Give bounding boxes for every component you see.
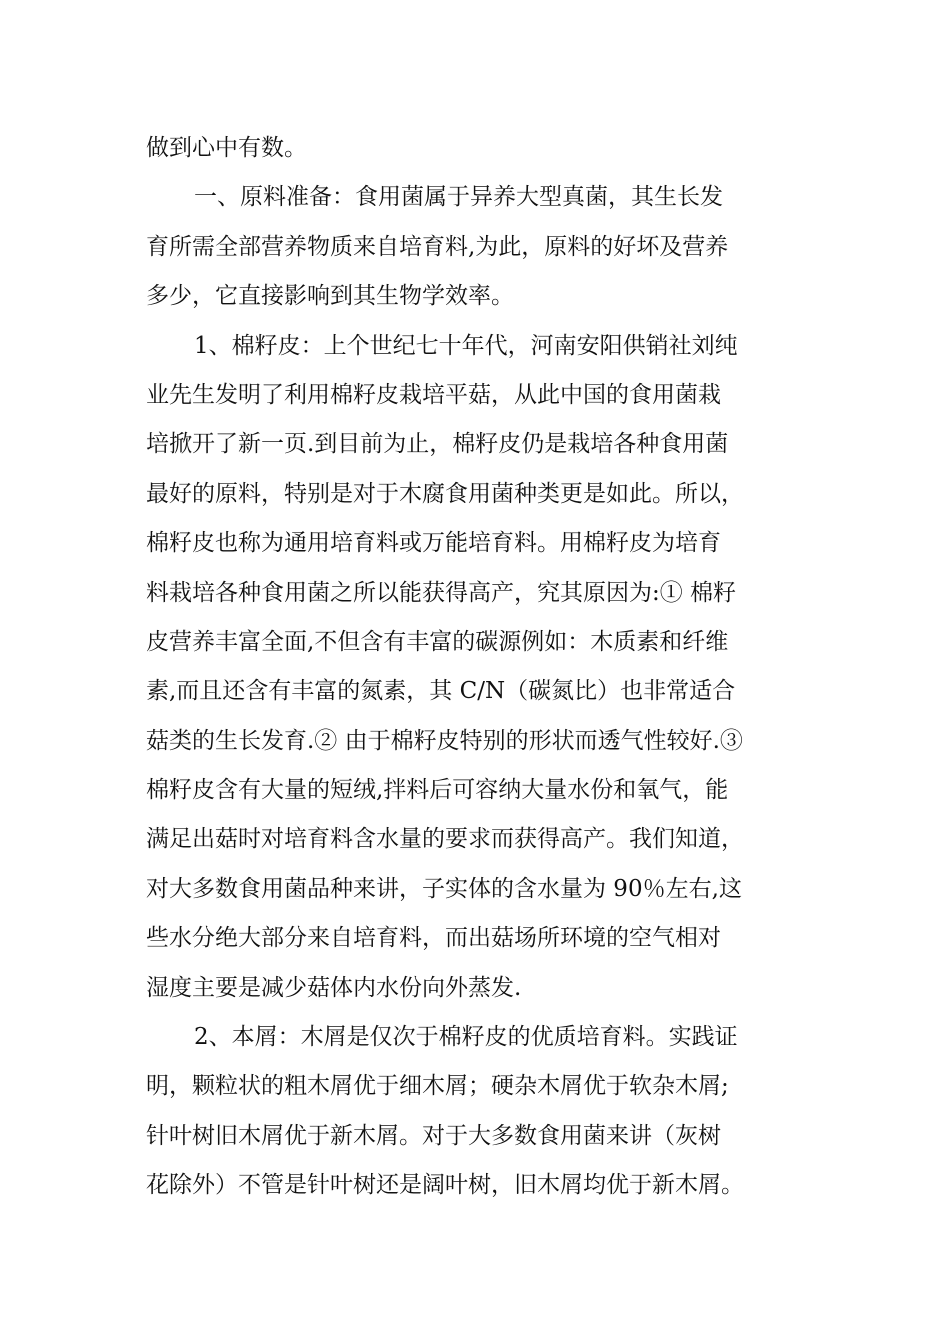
body-text <box>146 124 806 1211</box>
text-line: 素,而且还含有丰富的氮素，其 C/N（碳氮比）也非常适合 <box>146 678 736 705</box>
text-line: 皮营养丰富全面,不但含有丰富的碳源例如：木质素和纤维 <box>146 628 729 655</box>
text-line: 多少，它直接影响到其生物学效率。 <box>146 283 514 310</box>
text-line: 花除外）不管是针叶树还是阔叶树，旧木屑均优于新木屑。 <box>146 1172 744 1199</box>
text-line: 棉籽皮含有大量的短绒,拌料后可容纳大量水份和氧气，能 <box>146 777 729 804</box>
text-line: 些水分绝大部分来自培育料，而出菇场所环境的空气相对 <box>146 925 721 952</box>
text-line: 育所需全部营养物质来自培育料,为此，原料的好坏及营养 <box>146 233 729 260</box>
text-line: 对大多数食用菌品种来讲，子实体的含水量为 90％左右,这 <box>146 875 742 902</box>
text-line: 1、棉籽皮：上个世纪七十年代，河南安阳供销社刘纯 <box>194 332 738 359</box>
text-line: 菇类的生长发育.② 由于棉籽皮特别的形状而透气性较好.③ <box>146 727 743 754</box>
text-line: 业先生发明了利用棉籽皮栽培平菇，从此中国的食用菌栽 <box>146 381 721 408</box>
text-line: 做到心中有数。 <box>146 135 307 161</box>
text-line: 满足出菇时对培育料含水量的要求而获得高产。我们知道， <box>146 826 744 853</box>
text-line: 棉籽皮也称为通用培育料或万能培育料。用棉籽皮为培育 <box>146 530 721 557</box>
text-line: 针叶树旧木屑优于新木屑。对于大多数食用菌来讲（灰树 <box>146 1122 721 1149</box>
text-line: 一、原料准备：食用菌属于异养大型真菌，其生长发 <box>194 184 723 211</box>
text-line: 2、本屑：木屑是仅次于棉籽皮的优质培育料。实践证 <box>194 1024 738 1051</box>
text-line: 最好的原料，特别是对于木腐食用菌种类更是如此。所以， <box>146 480 744 507</box>
text-line: 湿度主要是减少菇体内水份向外蒸发. <box>146 974 522 1001</box>
text-line: 培掀开了新一页.到目前为止，棉籽皮仍是栽培各种食用菌 <box>146 431 729 458</box>
text-line: 明，颗粒状的粗木屑优于细木屑；硬杂木屑优于软杂木屑; <box>146 1073 729 1100</box>
text-line: 料栽培各种食用菌之所以能获得高产，究其原因为:① 棉籽 <box>146 579 737 606</box>
